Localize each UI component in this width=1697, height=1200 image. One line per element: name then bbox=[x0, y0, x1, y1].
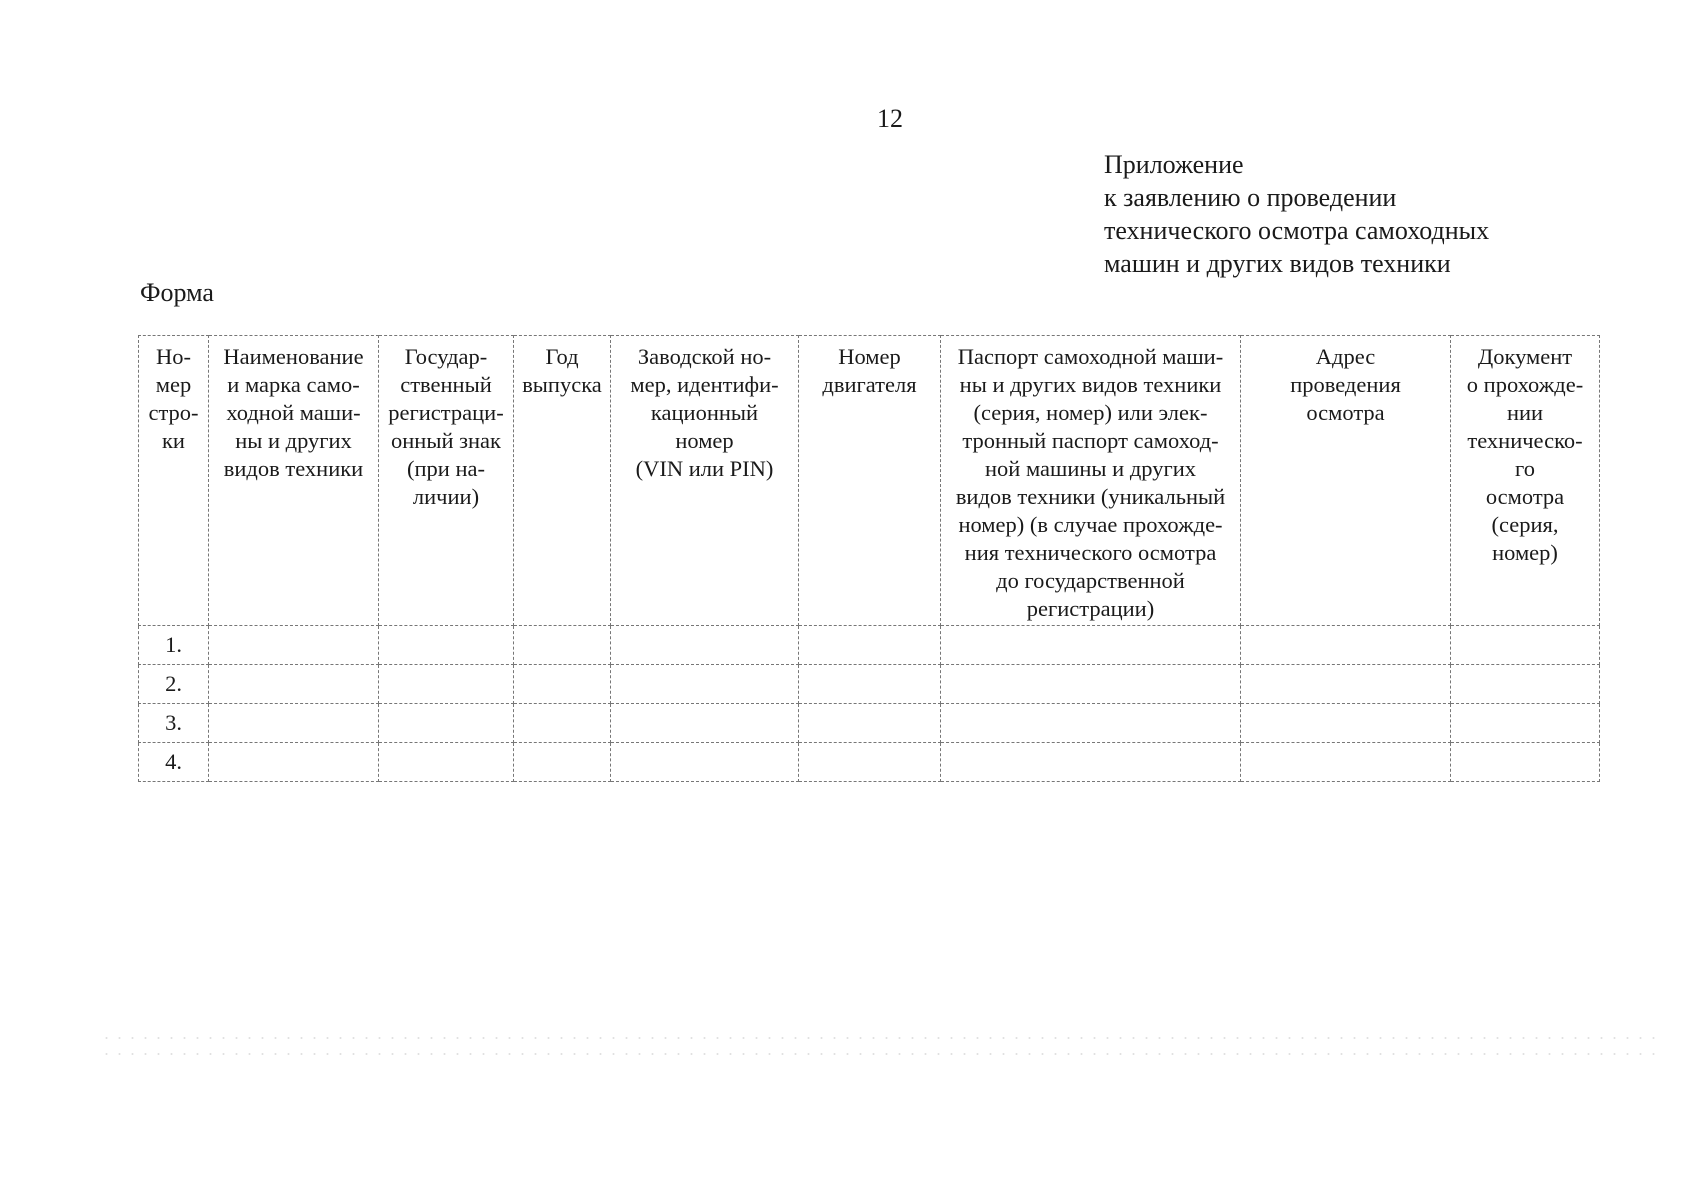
table-cell[interactable] bbox=[514, 626, 611, 665]
header-row-number: Но- мер стро- ки bbox=[139, 336, 209, 626]
appendix-line: технического осмотра самоходных bbox=[1104, 216, 1490, 245]
table-cell[interactable] bbox=[379, 704, 514, 743]
table-cell[interactable] bbox=[611, 626, 799, 665]
table-cell[interactable] bbox=[799, 743, 941, 782]
form-label: Форма bbox=[140, 278, 214, 307]
table-cell[interactable] bbox=[379, 665, 514, 704]
header-engine-number: Номер двигателя bbox=[799, 336, 941, 626]
table-cell[interactable] bbox=[1241, 665, 1451, 704]
table-cell[interactable] bbox=[611, 665, 799, 704]
table-cell[interactable] bbox=[799, 665, 941, 704]
table-header-row bbox=[139, 336, 1600, 626]
header-passport: Паспорт самоходной маши- ны и других видов техники (серия, номер) или элек- тронный паспорт самоход- ной машины и других видов техники (уникальный номер) (в случае прохожде- ния технического осмотра до государственной регистрации) bbox=[941, 336, 1241, 626]
table-cell[interactable] bbox=[611, 704, 799, 743]
appendix-line: машин и других видов техники bbox=[1104, 249, 1451, 278]
table-row bbox=[139, 665, 1600, 704]
inspection-form-table bbox=[138, 335, 1600, 782]
table-cell[interactable] bbox=[379, 626, 514, 665]
table-row bbox=[139, 626, 1600, 665]
table-row bbox=[139, 743, 1600, 782]
table-cell[interactable] bbox=[1241, 626, 1451, 665]
appendix-line: к заявлению о проведении bbox=[1104, 183, 1397, 212]
row-number-cell: 3. bbox=[139, 704, 209, 743]
table-cell[interactable] bbox=[941, 743, 1241, 782]
header-registration-plate: Государ- ственный регистраци- онный знак (при на- личии) bbox=[379, 336, 514, 626]
table-cell[interactable] bbox=[209, 743, 379, 782]
table-cell[interactable] bbox=[209, 704, 379, 743]
table-cell[interactable] bbox=[1451, 665, 1600, 704]
scan-noise bbox=[100, 1030, 1660, 1062]
header-factory-number: Заводской но- мер, идентифи- кационный номер (VIN или PIN) bbox=[611, 336, 799, 626]
table-cell[interactable] bbox=[209, 665, 379, 704]
header-year: Год выпуска bbox=[514, 336, 611, 626]
page-number: 12 bbox=[877, 104, 903, 133]
table-cell[interactable] bbox=[209, 626, 379, 665]
table-cell[interactable] bbox=[941, 626, 1241, 665]
header-inspection-document: Документ о прохожде- нии техническо- го осмотра (серия, номер) bbox=[1451, 336, 1600, 626]
table-cell[interactable] bbox=[1451, 704, 1600, 743]
table-cell[interactable] bbox=[799, 704, 941, 743]
table-cell[interactable] bbox=[1241, 704, 1451, 743]
table-cell[interactable] bbox=[1241, 743, 1451, 782]
table-row bbox=[139, 704, 1600, 743]
table-cell[interactable] bbox=[514, 704, 611, 743]
table-cell[interactable] bbox=[1451, 626, 1600, 665]
table-cell[interactable] bbox=[941, 665, 1241, 704]
table-cell[interactable] bbox=[941, 704, 1241, 743]
table-cell[interactable] bbox=[514, 743, 611, 782]
table-cell[interactable] bbox=[1451, 743, 1600, 782]
table-cell[interactable] bbox=[611, 743, 799, 782]
header-machine-name: Наименование и марка само- ходной маши- ны и других видов техники bbox=[209, 336, 379, 626]
row-number-cell: 1. bbox=[139, 626, 209, 665]
table-cell[interactable] bbox=[514, 665, 611, 704]
header-inspection-address: Адрес проведения осмотра bbox=[1241, 336, 1451, 626]
appendix-line: Приложение bbox=[1104, 150, 1244, 179]
row-number-cell: 2. bbox=[139, 665, 209, 704]
table-cell[interactable] bbox=[799, 626, 941, 665]
row-number-cell: 4. bbox=[139, 743, 209, 782]
table-cell[interactable] bbox=[379, 743, 514, 782]
appendix-heading bbox=[1104, 148, 1489, 280]
